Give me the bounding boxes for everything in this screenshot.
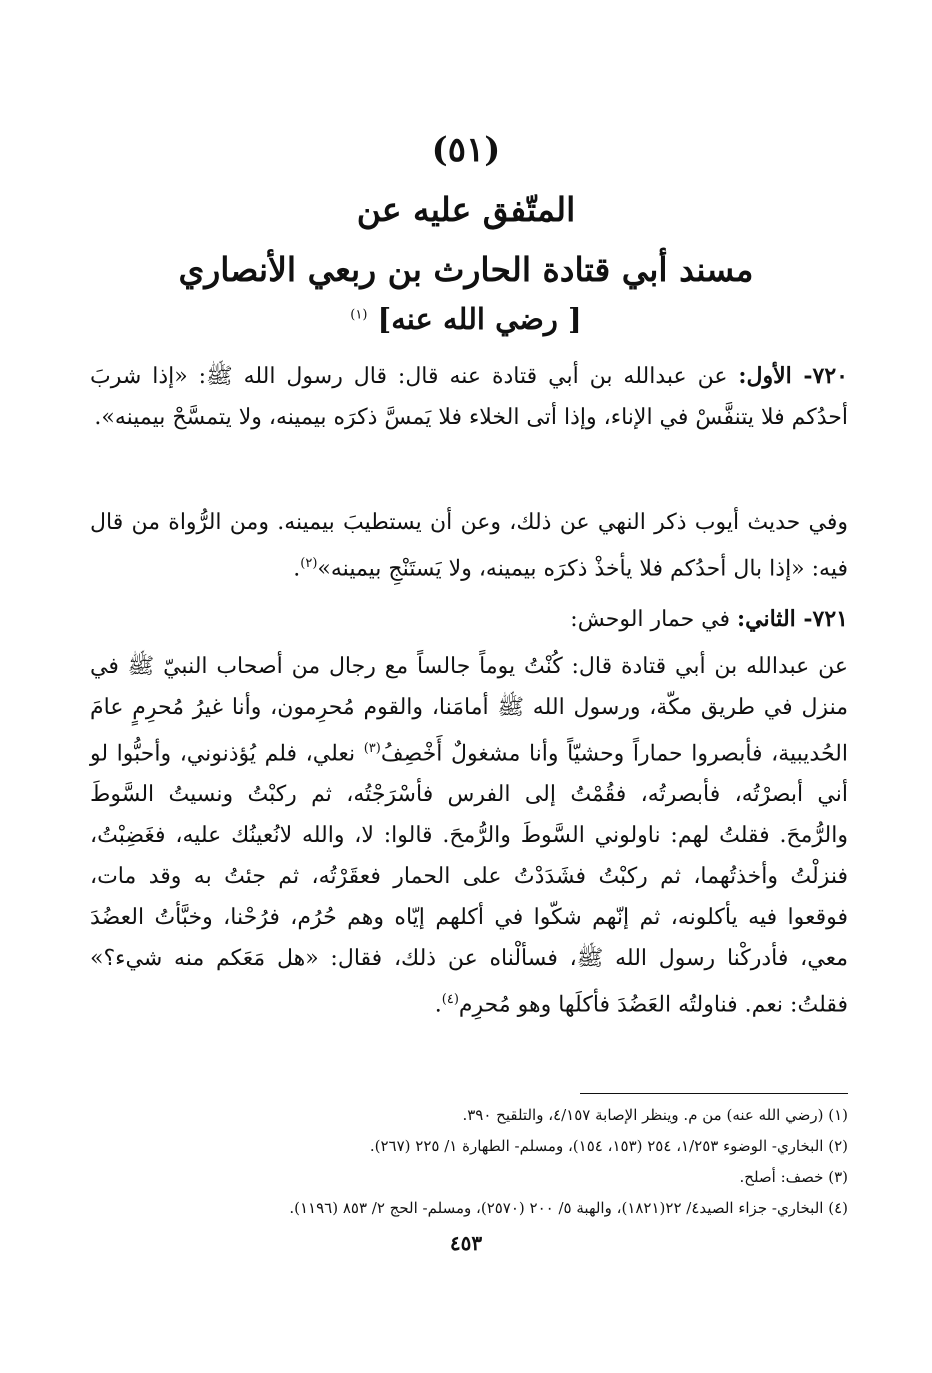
section-honorific	[0, 302, 932, 336]
hadith-721-title	[90, 599, 848, 640]
hadith-720-number: ٧٢٠- الأول:	[738, 363, 848, 389]
hadith-720-variant-text: وفي حديث أيوب ذكر النهي عن ذلك، وعن أن يستطيبَ بيمينه. ومن الرُّواة من قال فيه: «إذا بال أحدُكم فلا يأخذْ ذكرَه بيمينه، ولا يَستَنْجِ بيمينه»	[90, 510, 848, 582]
footnote-4: (٤) البخاري- جزاء الصيد٤/ ٢٢(١٨٢١)، والهبة ٥/ ٢٠٠ (٢٥٧٠)، ومسلم- الحج ٢/ ٨٥٣ (١١٩٦).	[289, 1199, 848, 1217]
footnote-divider	[580, 1093, 848, 1094]
footnote-ref-4: (٤)	[441, 992, 459, 1008]
hadith-721-subject: في حمار الوحش:	[570, 607, 738, 632]
footnote-ref-3: (٣)	[363, 741, 381, 756]
footnote-2: (٢) البخاري- الوضوء ١/٢٥٣، ٢٥٤ (١٥٣، ١٥٤)، ومسلم- الطهارة ١/ ٢٢٥ (٢٦٧).	[369, 1137, 848, 1155]
hadith-721-number: ٧٢١- الثاني:	[737, 606, 848, 632]
footnote-ref-2: (٢)	[300, 556, 318, 571]
hadith-721-end: .	[434, 992, 442, 1018]
page-number: ٤٥٣	[449, 1231, 483, 1255]
hadith-720-text: عن عبدالله بن أبي قتادة عنه قال: قال رسول الله ﷺ: «إذا شربَ أحدُكم فلا يتنفَّسْ في الإناء، وإذا أتى الخلاء فلا يَمسَّ ذكرَه بيمينه، ولا يتمسَّحْ بيمينه».	[90, 364, 848, 430]
hadith-720-variant	[90, 502, 848, 589]
footnote-1: (١) (رضي الله عنه) من م. وينظر الإصابة ٤/١٥٧، والتلقيح ٣٩٠.	[462, 1106, 848, 1124]
hadith-720-variant-end: .	[293, 556, 301, 582]
section-number: (٥١)	[431, 130, 501, 170]
hadith-720	[90, 356, 848, 438]
footnote-ref-1: (١)	[350, 307, 368, 323]
hadith-721-text-a: عن عبدالله بن أبي قتادة قال: كُنْتُ يوماً جالساً مع رجال من أصحاب النبيّ ﷺ في منزل في طريق مكّة، ورسول الله ﷺ أمامَنا، والقوم مُحرِمون، وأنا غيرُ مُحرِمٍ عامَ الحُديبية، فأبصروا حماراً وحشيّاً وأنا مشغولٌ أَخْصِفُ	[90, 654, 848, 767]
hadith-721	[90, 646, 848, 1026]
section-title: المتّفق عليه عن	[356, 190, 576, 229]
hadith-721-text-b: نعلي، فلم يُؤذنوني، وأحبُّوا لو أني أبصرْتُه، فأبصرتُه، فقُمْتُ إلى الفرس فأسْرَجْتُه، ثم ركبْتُ ونسيتُ السَّوطَ والرُّمحَ. فقلتُ لهم: ناولوني السَّوطَ والرُّمحَ. قالوا: لا، والله لانُعينُك عليه، فغَضِبْتُ، فنزلْتُ وأخذتُهما، ثم ركبْتُ فشَدَدْتُ على الحمار فعقَرْتُه، ثم جئتُ به وقد مات، فوقعوا فيه يأكلونه، ثم إنّهم شكّوا في أكلهم إيّاه وهم حُرُم، فرُحْنا، وخبَّأتُ العضُدَ معي، فأدركْنا رسول الله ﷺ، فسألْناه عن ذلك، فقال: «هل مَعَكم منه شيء؟» فقلتُ: نعم. فناولتُه العَضُدَ فأكلَها وهو مُحرِم	[90, 741, 848, 1018]
honorific-text: [ رضي الله عنه]	[377, 302, 582, 336]
section-subtitle: مسند أبي قتادة الحارث بن ربعي الأنصاري	[178, 250, 754, 289]
footnote-3: (٣) خصف: أصلح.	[739, 1168, 848, 1186]
